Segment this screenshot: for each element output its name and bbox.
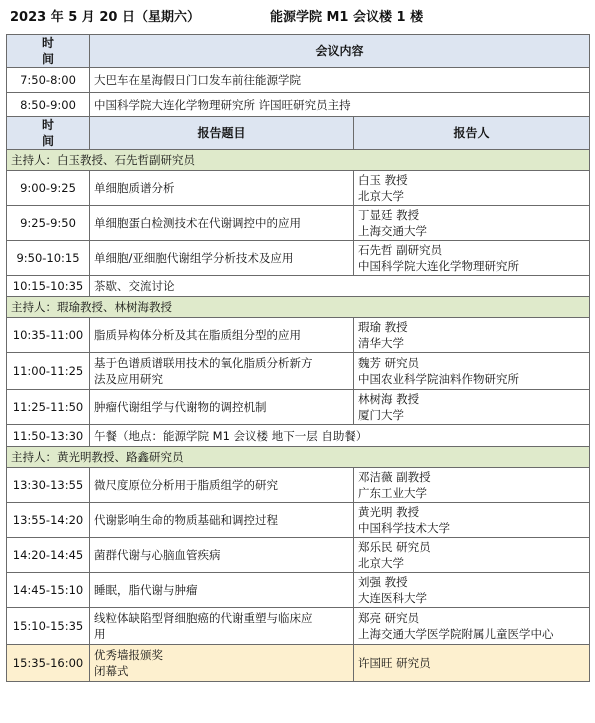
talk-topic: 微尺度原位分析用于脂质组学的研究 bbox=[90, 468, 354, 503]
talk-speaker bbox=[354, 390, 590, 425]
topic-line: 用 bbox=[94, 627, 106, 641]
row-time: 10:15-10:35 bbox=[7, 276, 90, 297]
row-time: 9:00-9:25 bbox=[7, 171, 90, 206]
closing-speaker: 许国旺 研究员 bbox=[354, 645, 590, 682]
session-chair-row bbox=[7, 150, 590, 171]
speaker-name: 郑乐民 研究员 bbox=[358, 540, 431, 554]
talk-topic: 脂质异构体分析及其在脂质组分型的应用 bbox=[90, 318, 354, 353]
talk-topic: 单细胞/亚细胞代谢组学分析技术及应用 bbox=[90, 241, 354, 276]
content-column-header: 会议内容 bbox=[90, 35, 590, 68]
session-chair: 主持人：白玉教授、石先哲副研究员 bbox=[7, 150, 590, 171]
talk-speaker bbox=[354, 538, 590, 573]
speaker-affiliation: 北京大学 bbox=[358, 556, 404, 570]
talk-speaker bbox=[354, 171, 590, 206]
table-row bbox=[7, 353, 590, 390]
speaker-name: 瑕瑜 教授 bbox=[358, 320, 408, 334]
talk-speaker bbox=[354, 503, 590, 538]
table-row bbox=[7, 468, 590, 503]
row-time: 15:10-15:35 bbox=[7, 608, 90, 645]
talk-speaker bbox=[354, 206, 590, 241]
speaker-name: 丁显廷 教授 bbox=[358, 208, 420, 222]
table-header-row bbox=[7, 35, 590, 68]
topic-line: 线粒体缺陷型肾细胞癌的代谢重塑与临床应 bbox=[94, 611, 313, 625]
table-row bbox=[7, 390, 590, 425]
table-row bbox=[7, 276, 590, 297]
table-row bbox=[7, 68, 590, 93]
speaker-affiliation: 清华大学 bbox=[358, 336, 404, 350]
speaker-name: 林树海 教授 bbox=[358, 392, 420, 406]
table-row bbox=[7, 503, 590, 538]
table-row bbox=[7, 318, 590, 353]
row-time: 14:20-14:45 bbox=[7, 538, 90, 573]
row-time: 9:25-9:50 bbox=[7, 206, 90, 241]
table-row bbox=[7, 93, 590, 117]
talk-topic: 菌群代谢与心脑血管疾病 bbox=[90, 538, 354, 573]
speaker-name: 白玉 教授 bbox=[358, 173, 408, 187]
speaker-name: 魏芳 研究员 bbox=[358, 356, 420, 370]
row-time: 7:50-8:00 bbox=[7, 68, 90, 93]
speaker-name: 邓洁薇 副教授 bbox=[358, 470, 431, 484]
row-time: 11:00-11:25 bbox=[7, 353, 90, 390]
closing-topic bbox=[90, 645, 354, 682]
topic-line: 闭幕式 bbox=[94, 664, 129, 678]
row-time: 15:35-16:00 bbox=[7, 645, 90, 682]
talk-topic: 肿瘤代谢组学与代谢物的调控机制 bbox=[90, 390, 354, 425]
talk-topic: 单细胞蛋白检测技术在代谢调控中的应用 bbox=[90, 206, 354, 241]
speaker-affiliation: 北京大学 bbox=[358, 189, 404, 203]
topic-line: 法及应用研究 bbox=[94, 372, 163, 386]
lunch-content: 午餐（地点：能源学院 M1 会议楼 地下一层 自助餐） bbox=[90, 425, 590, 447]
agenda-table bbox=[6, 34, 590, 682]
table-row bbox=[7, 206, 590, 241]
speaker-name: 刘强 教授 bbox=[358, 575, 408, 589]
time-column-header: 时 间 bbox=[7, 35, 90, 68]
speaker-affiliation: 中国农业科学院油料作物研究所 bbox=[358, 372, 519, 386]
table-row bbox=[7, 538, 590, 573]
table-row bbox=[7, 608, 590, 645]
row-time: 13:30-13:55 bbox=[7, 468, 90, 503]
speaker-affiliation: 中国科学技术大学 bbox=[358, 521, 450, 535]
speaker-affiliation: 中国科学院大连化学物理研究所 bbox=[358, 259, 519, 273]
speaker-name: 黄光明 教授 bbox=[358, 505, 420, 519]
row-time: 11:25-11:50 bbox=[7, 390, 90, 425]
topic-line: 基于色谱质谱联用技术的氧化脂质分析新方 bbox=[94, 356, 313, 370]
session-chair: 主持人：黄光明教授、路鑫研究员 bbox=[7, 447, 590, 468]
session-chair-row bbox=[7, 297, 590, 318]
table-row bbox=[7, 241, 590, 276]
topic-column-header: 报告题目 bbox=[90, 117, 354, 150]
speaker-affiliation: 广东工业大学 bbox=[358, 486, 427, 500]
closing-row bbox=[7, 645, 590, 682]
session-chair: 主持人：瑕瑜教授、林树海教授 bbox=[7, 297, 590, 318]
speaker-name: 郑亮 研究员 bbox=[358, 611, 420, 625]
talk-speaker bbox=[354, 468, 590, 503]
speaker-affiliation: 上海交通大学 bbox=[358, 224, 427, 238]
talk-topic: 代谢影响生命的物质基础和调控过程 bbox=[90, 503, 354, 538]
speaker-affiliation: 大连医科大学 bbox=[358, 591, 427, 605]
topic-line: 优秀墙报颁奖 bbox=[94, 648, 163, 662]
talk-topic: 单细胞质谱分析 bbox=[90, 171, 354, 206]
row-content: 大巴车在星海假日门口发车前往能源学院 bbox=[90, 68, 590, 93]
table-row bbox=[7, 171, 590, 206]
agenda-date: 2023 年 5 月 20 日（星期六） bbox=[10, 9, 200, 25]
row-time: 8:50-9:00 bbox=[7, 93, 90, 117]
table-row bbox=[7, 573, 590, 608]
title-bar bbox=[0, 0, 595, 30]
speaker-name: 石先哲 副研究员 bbox=[358, 243, 443, 257]
speaker-affiliation: 厦门大学 bbox=[358, 408, 404, 422]
talk-speaker bbox=[354, 353, 590, 390]
row-content: 中国科学院大连化学物理研究所 许国旺研究员主持 bbox=[90, 93, 590, 117]
talk-speaker bbox=[354, 318, 590, 353]
time-column-header: 时 间 bbox=[7, 117, 90, 150]
row-time: 11:50-13:30 bbox=[7, 425, 90, 447]
talk-topic bbox=[90, 353, 354, 390]
row-time: 14:45-15:10 bbox=[7, 573, 90, 608]
session-chair-row bbox=[7, 447, 590, 468]
table-header-row bbox=[7, 117, 590, 150]
row-time: 13:55-14:20 bbox=[7, 503, 90, 538]
talk-topic bbox=[90, 608, 354, 645]
row-time: 9:50-10:15 bbox=[7, 241, 90, 276]
talk-speaker bbox=[354, 573, 590, 608]
talk-speaker bbox=[354, 608, 590, 645]
break-content: 茶歇、交流讨论 bbox=[90, 276, 590, 297]
talk-topic: 睡眠，脂代谢与肿瘤 bbox=[90, 573, 354, 608]
row-time: 10:35-11:00 bbox=[7, 318, 90, 353]
agenda-venue: 能源学院 M1 会议楼 1 楼 bbox=[269, 9, 424, 25]
speaker-column-header: 报告人 bbox=[354, 117, 590, 150]
talk-speaker bbox=[354, 241, 590, 276]
table-row bbox=[7, 425, 590, 447]
speaker-affiliation: 上海交通大学医学院附属儿童医学中心 bbox=[358, 627, 554, 641]
